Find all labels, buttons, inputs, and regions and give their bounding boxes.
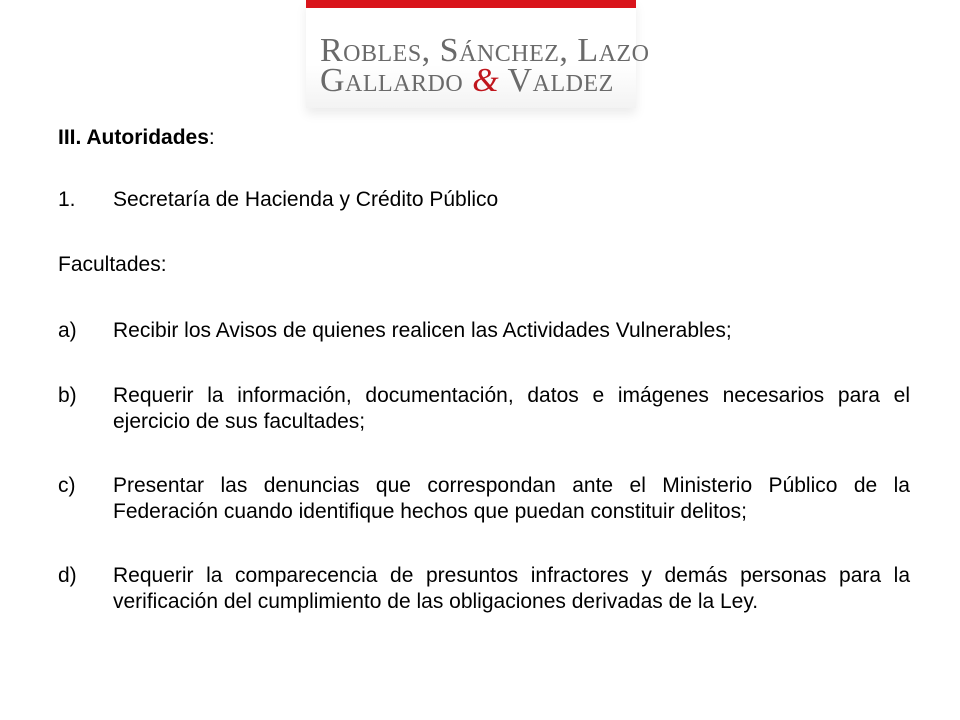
faculty-marker-a: a) — [58, 319, 77, 342]
faculty-text-a: Recibir los Avisos de quienes realicen las Actividades Vulnerables; — [113, 319, 732, 342]
logo-ampersand: & — [472, 62, 500, 99]
firm-logo — [306, 0, 650, 108]
authority-text: Secretaría de Hacienda y Crédito Público — [113, 188, 499, 211]
logo-line-1: Robles, Sánchez, Lazo — [320, 32, 650, 69]
faculty-text-b: Requerir la información, documentación, datos e imágenes necesarios para el ejercicio de sus facultades; — [113, 384, 910, 433]
faculty-text-c: Presentar las denuncias que correspondan ante el Ministerio Público de la Federación cuando identifique hechos que puedan constituir delitos; — [113, 474, 910, 523]
section-heading-colon: : — [208, 126, 215, 149]
section-heading — [58, 125, 215, 151]
faculty-marker-b: b) — [58, 384, 77, 407]
logo-red-bar — [306, 0, 636, 8]
faculty-marker-d: d) — [58, 564, 77, 587]
faculties-label: Facultades: — [58, 253, 167, 276]
faculty-text-d: Requerir la comparecencia de presuntos infractores y demás personas para la verificación del cumplimiento de las obligaciones derivadas de la Ley. — [113, 564, 910, 613]
faculty-marker-c: c) — [58, 474, 76, 497]
logo-line-2 — [320, 64, 630, 98]
section-heading-text: III. Autoridades — [58, 126, 209, 149]
logo-line-2-part-b: Valdez — [499, 62, 614, 99]
authority-marker: 1. — [58, 188, 76, 211]
logo-line-2-part-a: Gallardo — [320, 62, 473, 99]
